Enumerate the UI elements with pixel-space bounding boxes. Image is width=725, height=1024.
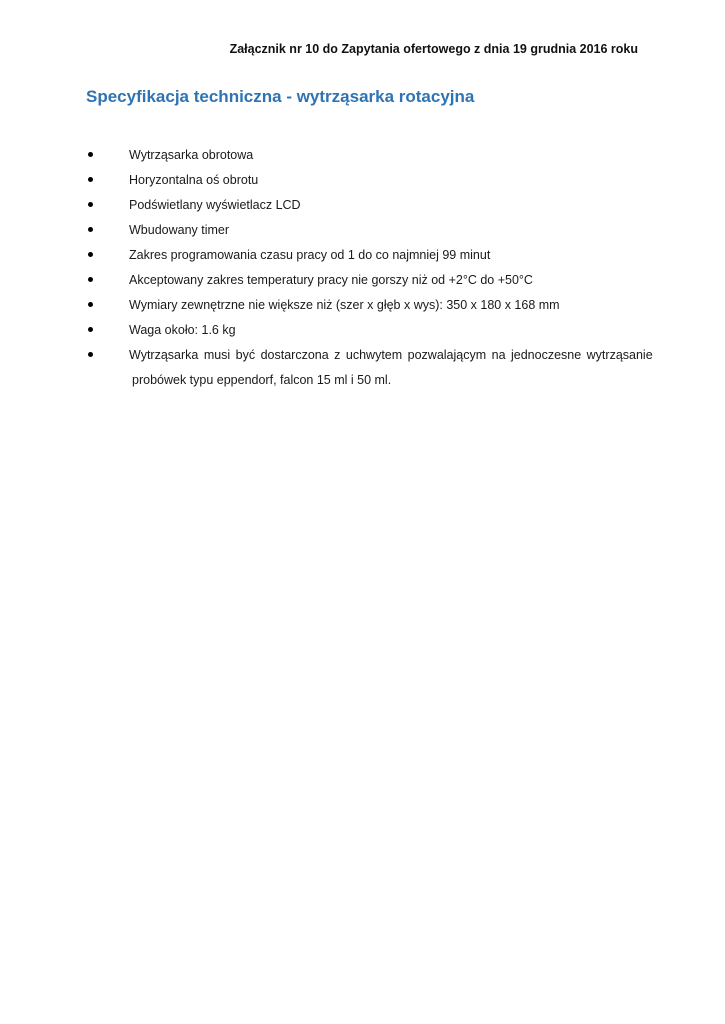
bullet-icon	[88, 252, 93, 257]
list-item	[86, 221, 639, 246]
list-item	[86, 296, 639, 321]
bullet-icon	[88, 352, 93, 357]
list-item-text: Akceptowany zakres temperatury pracy nie gorszy niż od +2°C do +50°C	[129, 273, 533, 287]
list-item-text: Waga około: 1.6 kg	[129, 323, 236, 337]
list-item	[86, 321, 639, 346]
document-title: Specyfikacja techniczna - wytrząsarka rotacyjna	[86, 87, 475, 106]
bullet-icon	[88, 177, 93, 182]
list-item-text: Wytrząsarka obrotowa	[129, 148, 254, 162]
bullet-icon	[88, 227, 93, 232]
list-item	[86, 146, 639, 171]
list-item-text-line-2: probówek typu eppendorf, falcon 15 ml i 50 ml.	[132, 373, 392, 387]
list-item	[86, 346, 653, 389]
list-item	[86, 196, 639, 221]
attachment-header: Załącznik nr 10 do Zapytania ofertowego z dnia 19 grudnia 2016 roku	[229, 42, 638, 56]
bullet-icon	[88, 277, 93, 282]
list-item-text: Zakres programowania czasu pracy od 1 do co najmniej 99 minut	[129, 248, 491, 262]
bullet-icon	[88, 302, 93, 307]
bullet-icon	[88, 152, 93, 157]
bullet-icon	[88, 327, 93, 332]
list-item-text: Wbudowany timer	[129, 223, 230, 237]
list-item	[86, 246, 639, 271]
list-item-text: Horyzontalna oś obrotu	[129, 173, 259, 187]
specification-list	[86, 146, 653, 389]
bullet-icon	[88, 202, 93, 207]
list-item	[86, 171, 639, 196]
list-item-text: Wymiary zewnętrzne nie większe niż (szer x głęb x wys): 350 x 180 x 168 mm	[129, 298, 560, 312]
list-item-text: Podświetlany wyświetlacz LCD	[129, 198, 301, 212]
list-item-text-line-1: Wytrząsarka musi być dostarczona z uchwytem pozwalającym na jednoczesne wytrząsanie	[129, 348, 653, 362]
list-item	[86, 271, 639, 296]
